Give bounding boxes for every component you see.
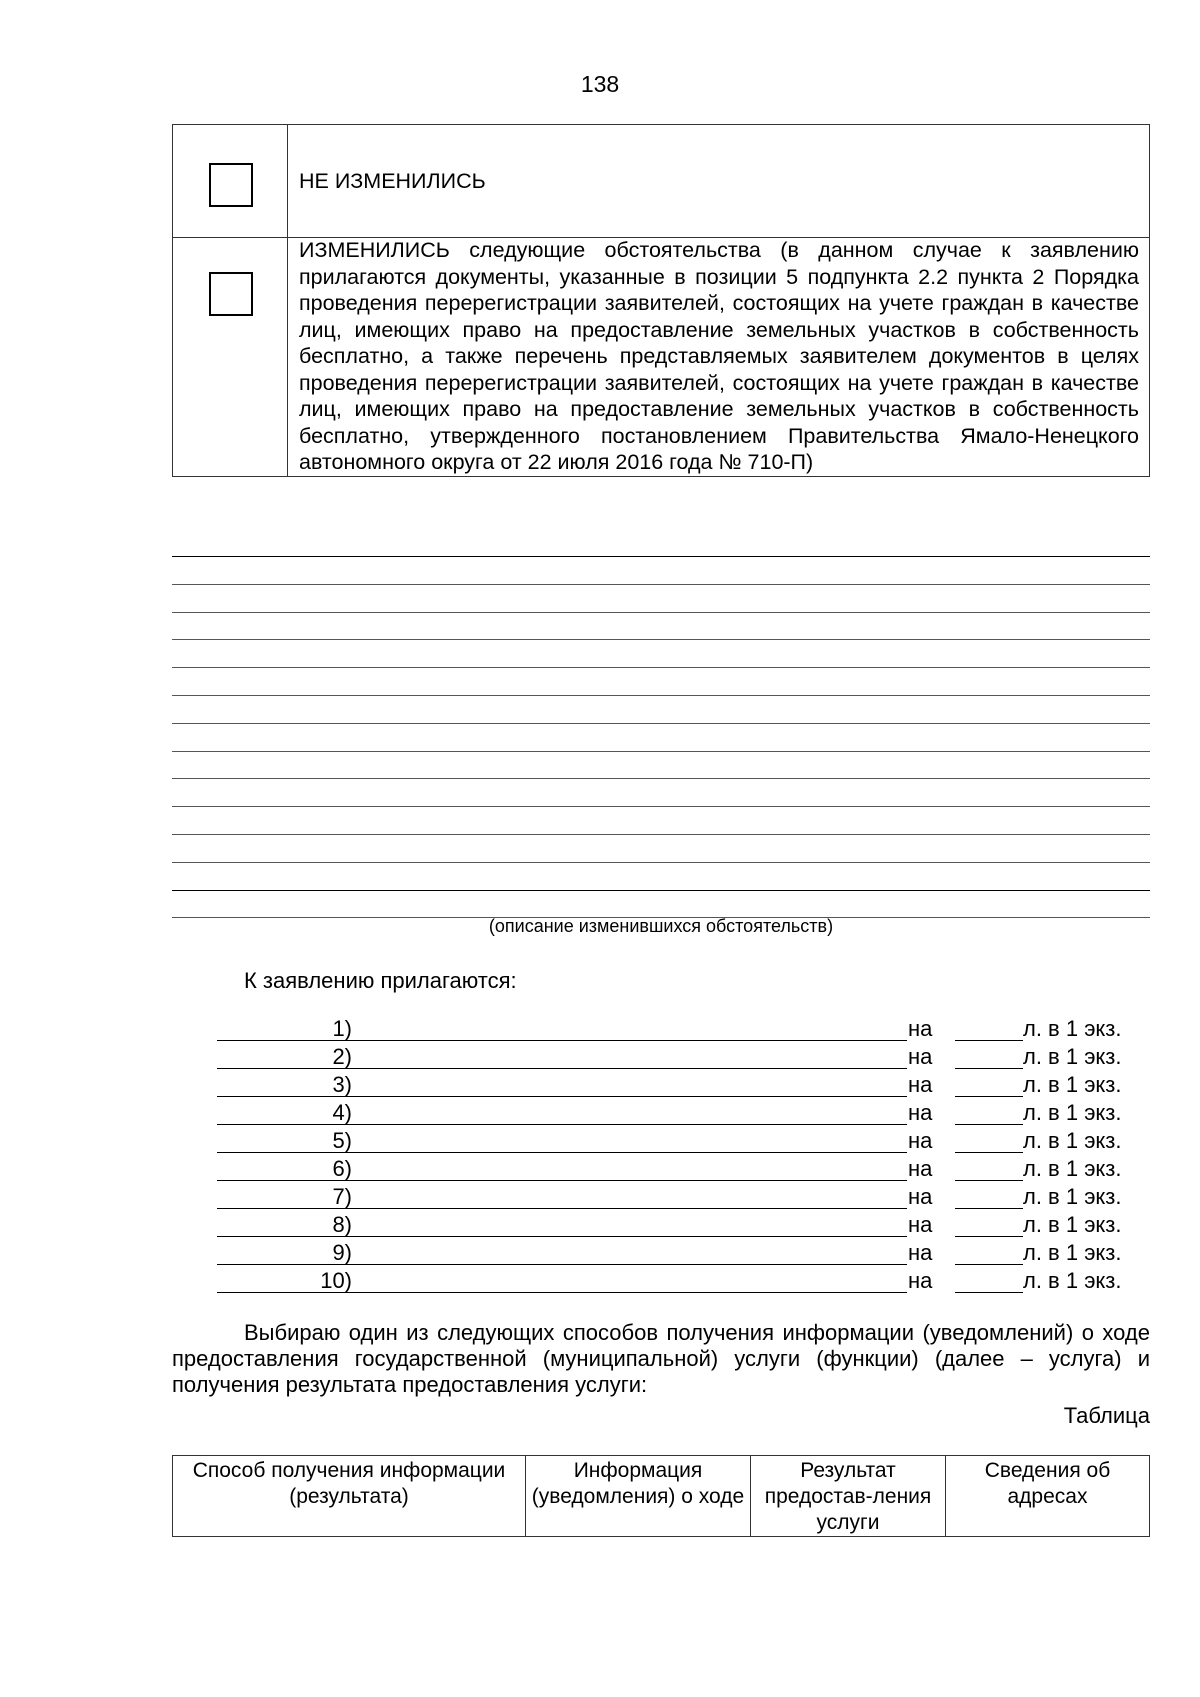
methods-table-header-row [173, 1456, 1150, 1537]
ruled-line [172, 695, 1150, 696]
attachment-name-field[interactable] [217, 1124, 907, 1125]
attachment-row [160, 1240, 1160, 1268]
attachment-row [160, 1016, 1160, 1044]
attachment-row [160, 1044, 1160, 1072]
option-text-cell [288, 125, 1150, 238]
ruled-line [172, 751, 1150, 752]
attachment-row [160, 1268, 1160, 1296]
attachment-copies: л. в 1 экз. [1023, 1044, 1122, 1069]
attachment-copies: л. в 1 экз. [1023, 1240, 1122, 1265]
attachment-pages-field[interactable] [955, 1264, 1023, 1265]
ruled-line [172, 667, 1150, 668]
attachment-copies: л. в 1 экз. [1023, 1128, 1122, 1153]
table-label: Таблица [1063, 1403, 1150, 1428]
attachment-pages-field[interactable] [955, 1236, 1023, 1237]
table-header-info: Информация (уведомления) о ходе [526, 1456, 751, 1537]
ruled-line [172, 723, 1150, 724]
attachment-pages-field[interactable] [955, 1096, 1023, 1097]
attachment-name-field[interactable] [217, 1264, 907, 1265]
attachment-pages-field[interactable] [955, 1208, 1023, 1209]
attachment-copies: л. в 1 экз. [1023, 1016, 1122, 1041]
ruled-line [172, 778, 1150, 779]
attachment-number: 8) [332, 1212, 352, 1237]
attachment-row [160, 1072, 1160, 1100]
attachment-na: на [908, 1128, 933, 1153]
attachment-copies: л. в 1 экз. [1023, 1156, 1122, 1181]
attachment-na: на [908, 1016, 933, 1041]
option-text-cell [288, 238, 1150, 477]
unchanged-label: НЕ ИЗМЕНИЛИСЬ [299, 169, 486, 193]
attachment-number: 2) [332, 1044, 352, 1069]
attachment-row [160, 1212, 1160, 1240]
attachment-name-field[interactable] [217, 1236, 907, 1237]
attachment-number: 7) [332, 1184, 352, 1209]
attachment-name-field[interactable] [217, 1208, 907, 1209]
attachment-number: 1) [332, 1016, 352, 1041]
attachment-pages-field[interactable] [955, 1124, 1023, 1125]
page-number: 138 [580, 71, 620, 97]
attachment-row [160, 1100, 1160, 1128]
attachment-na: на [908, 1072, 933, 1097]
attachment-name-field[interactable] [217, 1180, 907, 1181]
ruled-line [172, 556, 1150, 557]
attachment-na: на [908, 1044, 933, 1069]
checkbox-cell [173, 125, 288, 238]
unchanged-checkbox[interactable] [209, 163, 253, 207]
attachment-pages-field[interactable] [955, 1180, 1023, 1181]
attachment-na: на [908, 1212, 933, 1237]
changed-label [288, 237, 1149, 476]
attachment-pages-field[interactable] [955, 1040, 1023, 1041]
attachment-na: на [908, 1268, 933, 1293]
attachment-pages-field[interactable] [955, 1152, 1023, 1153]
attachments-list [160, 1016, 1160, 1296]
option-row-changed [173, 238, 1150, 477]
attachment-row [160, 1184, 1160, 1212]
ruled-line [172, 834, 1150, 835]
ruled-line [172, 890, 1150, 891]
checkbox-cell [173, 238, 288, 477]
circumstances-table [172, 124, 1150, 477]
attachment-na: на [908, 1184, 933, 1209]
attachment-na: на [908, 1100, 933, 1125]
attachment-copies: л. в 1 экз. [1023, 1100, 1122, 1125]
description-caption: (описание изменившихся обстоятельств) [488, 916, 834, 936]
changed-lead: ИЗМЕНИЛИСЬ [299, 238, 450, 262]
changed-text: следующие обстоятельства (в данном случае к заявлению прилагаются документы, указанные в позиции 5 подпункта 2.2 пункта 2 Порядка проведения перерегистрации заявителей, состоящих на учете граждан в качестве лиц, имеющих право на предоставление земельных участков в собственность бесплатно, а также перечень представляемых заявителем документов в целях проведения перерегистрации заявителей, состоящих на учете граждан в качестве лиц, имеющих право на предоставление земельных участков в собственность бесплатно, утвержденного постановлением Правительства Ямало-Ненецкого автономного округа от 22 июля 2016 года № 710-П) [299, 238, 1139, 474]
attachment-name-field[interactable] [217, 1040, 907, 1041]
attachment-number: 4) [332, 1100, 352, 1125]
attachment-copies: л. в 1 экз. [1023, 1184, 1122, 1209]
choose-method-paragraph: Выбираю один из следующих способов получения информации (уведомлений) о ходе предоставления государственной (муниципальной) услуги (функции) (далее – услуга) и получения результата предоставления услуги: [172, 1320, 1150, 1397]
attachment-name-field[interactable] [217, 1152, 907, 1153]
ruled-line [172, 584, 1150, 585]
attachment-row [160, 1156, 1160, 1184]
attachment-copies: л. в 1 экз. [1023, 1212, 1122, 1237]
attachment-number: 5) [332, 1128, 352, 1153]
table-header-addresses: Сведения об адресах [946, 1456, 1150, 1537]
attachment-name-field[interactable] [217, 1096, 907, 1097]
attachment-copies: л. в 1 экз. [1023, 1072, 1122, 1097]
methods-table [172, 1455, 1150, 1537]
attachment-row [160, 1128, 1160, 1156]
attachment-name-field[interactable] [217, 1068, 907, 1069]
attachment-copies: л. в 1 экз. [1023, 1268, 1122, 1293]
attachment-pages-field[interactable] [955, 1292, 1023, 1293]
table-header-method: Способ получения информации (результата) [173, 1456, 526, 1537]
attachment-number: 6) [332, 1156, 352, 1181]
ruled-line [172, 806, 1150, 807]
table-header-result: Результат предостав-ления услуги [751, 1456, 946, 1537]
attachment-pages-field[interactable] [955, 1068, 1023, 1069]
attachments-heading: К заявлению прилагаются: [244, 968, 517, 993]
ruled-line [172, 639, 1150, 640]
ruled-line [172, 612, 1150, 613]
description-lines[interactable] [172, 556, 1150, 945]
attachment-number: 9) [332, 1240, 352, 1265]
ruled-line [172, 862, 1150, 863]
changed-checkbox[interactable] [209, 272, 253, 316]
attachment-name-field[interactable] [217, 1292, 907, 1293]
option-row-unchanged [173, 125, 1150, 238]
attachment-na: на [908, 1240, 933, 1265]
attachment-number: 3) [332, 1072, 352, 1097]
attachment-number: 10) [320, 1268, 352, 1293]
attachment-na: на [908, 1156, 933, 1181]
